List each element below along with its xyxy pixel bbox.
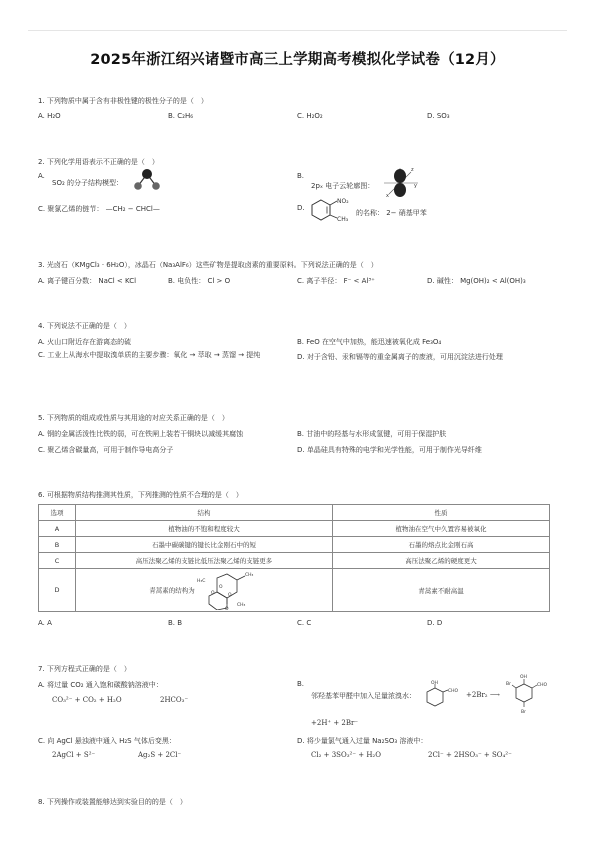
q1-stem: 1. 下列物质中属于含有非极性键的极性分子的是（ ） <box>38 97 208 105</box>
q7-option-b-prefix[interactable]: B. <box>297 680 305 688</box>
table-cell: 高压法聚乙烯的硬度更大 <box>333 553 550 569</box>
q7-stem: 7. 下列方程式正确的是（ ） <box>38 665 131 673</box>
q3-option-a[interactable]: A. 离子键百分数： NaCl < KCl <box>38 277 137 285</box>
q7-option-c[interactable]: C. 向 AgCl 悬浊液中通入 H₂S 气体后变黑： <box>38 737 176 745</box>
table-cell: 青蒿素的结构为 <box>149 586 195 595</box>
q1-option-b[interactable]: B. C₂H₆ <box>168 112 194 120</box>
table-header-property: 性质 <box>333 505 550 521</box>
q7-option-b-eq-mid: +2Br₂ ⟶ <box>466 691 500 699</box>
table-cell: 石墨中碳碳键的键长比金刚石中的短 <box>76 537 333 553</box>
bromosalicylaldehyde-structure-icon <box>506 672 550 718</box>
nitro-group-label: NO₂ <box>337 198 349 205</box>
q3-option-d[interactable]: D. 碱性： Mg(OH)₂ < Al(OH)₃ <box>427 277 526 285</box>
q2-option-a-prefix[interactable]: A. <box>38 172 45 180</box>
table-header-row <box>39 505 550 521</box>
q2-stem: 2. 下列化学用语表示不正确的是（ ） <box>38 158 159 166</box>
struct-label-o-4: O <box>224 607 229 610</box>
so2-molecule-model-icon <box>130 166 164 192</box>
q5-option-b[interactable]: B. 甘油中的羟基与水形成氢键，可用于保湿护肤 <box>297 430 447 438</box>
q5-option-a[interactable]: A. 钢的金属活泼性比铁的弱，可在铁闸上装若干铜块以减缓其腐蚀 <box>38 430 244 438</box>
table-cell: 青蒿素不耐高温 <box>333 569 550 612</box>
orbital-axis-x: x <box>386 193 389 198</box>
table-cell: 植物油的不饱和程度较大 <box>76 521 333 537</box>
q4-option-b[interactable]: B. FeO 在空气中加热，能迅速被氧化成 Fe₃O₄ <box>297 338 442 346</box>
q7-option-a-eq-left: CO₃²⁻ + CO₂ + H₂O <box>52 696 122 704</box>
q2-option-d-text: 的名称： 2− 硝基甲苯 <box>356 209 427 217</box>
product-oh-label: OH <box>520 675 527 680</box>
q3-option-c[interactable]: C. 离子半径： F⁻ < Al³⁺ <box>297 277 375 285</box>
q2-option-d-prefix[interactable]: D. <box>297 204 305 212</box>
q7-option-d-eq-left: Cl₂ + 3SO₃²⁻ + H₂O <box>311 751 381 759</box>
struct-label-ch3-bottom: CH₃ <box>236 603 246 608</box>
q2-option-b-text: 2pₓ 电子云轮廓图： <box>311 182 375 190</box>
product-br-label-1: Br <box>506 682 511 687</box>
q6-option-a[interactable]: A. A <box>38 619 52 627</box>
q7-option-d[interactable]: D. 将少量氯气通入过量 Na₂SO₃ 溶液中： <box>297 737 428 745</box>
table-cell-structure-d <box>76 569 333 612</box>
q7-option-a-eq-right: 2HCO₃⁻ <box>160 696 189 704</box>
table-cell: A <box>39 521 76 537</box>
q7-option-c-eq-right: Ag₂S + 2Cl⁻ <box>138 751 182 759</box>
q7-option-a[interactable]: A. 将过量 CO₂ 通入饱和碳酸钠溶液中： <box>38 681 163 689</box>
q2-option-a-text: SO₂ 的分子结构模型： <box>52 179 123 187</box>
q5-option-d[interactable]: D. 单晶硅具有特殊的电学和光学性能，可用于制作光导纤维 <box>297 446 482 454</box>
product-br-label-2: Br <box>521 710 526 715</box>
q2-option-c[interactable]: C. 聚氯乙烯的链节： —CH₂ − CHCl— <box>38 205 160 213</box>
q3-stem: 3. 光卤石（KMgCl₃ · 6H₂O），冰晶石（Na₃AlF₆）这些矿物是提取卤素的重要原料。下列说法正确的是（ ） <box>38 261 378 269</box>
table-cell: B <box>39 537 76 553</box>
q7-option-b-line2: +2H⁺ + 2Br⁻ <box>311 719 359 727</box>
table-cell: 高压法聚乙烯的支链比低压法聚乙烯的支链更多 <box>76 553 333 569</box>
salicylaldehyde-structure-icon <box>421 680 465 710</box>
q6-stem: 6. 可根据物质结构推测其性质，下列推测的性质不合理的是（ ） <box>38 491 243 499</box>
q7-option-c-eq-left: 2AgCl + S²⁻ <box>52 751 96 759</box>
q4-option-c[interactable]: C. 工业上从海水中提取溴单质的主要步骤：氧化 → 萃取 → 蒸馏 → 提纯 <box>38 351 261 359</box>
nitrotoluene-structure-icon <box>309 196 357 224</box>
struct-label-ch3-top: CH₃ <box>244 573 254 578</box>
reactant-cho-label: CHO <box>448 689 459 694</box>
methyl-group-label: CH₃ <box>337 216 349 223</box>
table-row <box>39 537 550 553</box>
struct-label-o-3: O <box>227 593 232 598</box>
struct-label-h3c: H₃C <box>196 579 206 584</box>
q3-option-b[interactable]: B. 电负性： Cl > O <box>168 277 231 285</box>
struct-label-o-2: O <box>210 591 215 596</box>
q7-option-d-eq-right: 2Cl⁻ + 2HSO₃⁻ + SO₄²⁻ <box>428 751 512 759</box>
struct-label-o-1: O <box>218 585 223 590</box>
table-cell: C <box>39 553 76 569</box>
table-header-structure: 结构 <box>76 505 333 521</box>
q1-option-a[interactable]: A. H₂O <box>38 112 61 120</box>
orbital-axis-z: z <box>411 167 414 173</box>
table-cell: 石墨的熔点比金刚石高 <box>333 537 550 553</box>
q6-option-c[interactable]: C. C <box>297 619 312 627</box>
q2-option-b-prefix[interactable]: B. <box>297 172 305 180</box>
artemisinin-structure-icon <box>197 570 259 610</box>
2px-orbital-icon <box>380 166 420 198</box>
orbital-axis-y: y <box>414 183 417 189</box>
table-row <box>39 569 550 612</box>
q4-stem: 4. 下列说法不正确的是（ ） <box>38 322 131 330</box>
page-top-rule <box>28 30 567 31</box>
table-row <box>39 521 550 537</box>
q6-structure-property-table <box>38 504 550 612</box>
q1-option-d[interactable]: D. SO₃ <box>427 112 450 120</box>
page-title: 2025年浙江绍兴诸暨市高三上学期高考模拟化学试卷（12月） <box>90 52 505 68</box>
product-cho-label: CHO <box>537 683 548 688</box>
q5-option-c[interactable]: C. 聚乙烯含碳量高，可用于制作导电高分子 <box>38 446 174 454</box>
q8-stem: 8. 下列操作或装置能够达到实验目的的是（ ） <box>38 798 187 806</box>
q6-option-b[interactable]: B. B <box>168 619 183 627</box>
table-cell: D <box>39 569 76 612</box>
table-row <box>39 553 550 569</box>
table-cell: 植物油在空气中久置容易被氧化 <box>333 521 550 537</box>
q5-stem: 5. 下列物质的组成或性质与其用途的对应关系正确的是（ ） <box>38 414 229 422</box>
q6-option-d[interactable]: D. D <box>427 619 443 627</box>
table-header-option: 选项 <box>39 505 76 521</box>
q4-option-d[interactable]: D. 对于含铅、汞和镉等的重金属离子的废液，可用沉淀法进行处理 <box>297 353 503 361</box>
reactant-oh-label: OH <box>431 681 438 686</box>
q7-option-b-text: 邻羟基苯甲醛中加入足量浓溴水： <box>311 692 416 700</box>
q1-option-c[interactable]: C. H₂O₂ <box>297 112 323 120</box>
q4-option-a[interactable]: A. 火山口附近存在游离态的硫 <box>38 338 132 346</box>
